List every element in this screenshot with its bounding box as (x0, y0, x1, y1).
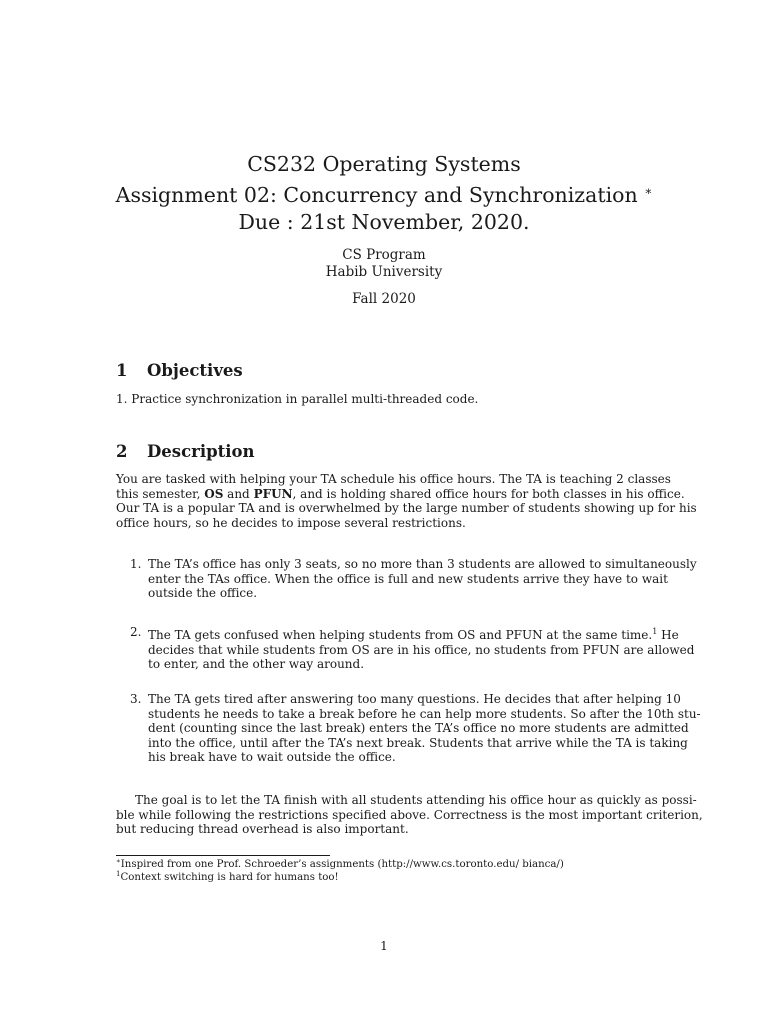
list-item-body (148, 625, 695, 672)
paragraph-line: his break have to wait outside the office. (148, 750, 396, 765)
restriction-item-3 (130, 692, 701, 765)
section-heading-objectives (116, 361, 243, 381)
section-number: 1 (116, 361, 128, 380)
author-institution: Habib University (325, 264, 443, 280)
paragraph-line: enter the TAs office. When the office is full and new students arrive they have to wait (148, 571, 668, 586)
section-title: Objectives (147, 361, 243, 380)
paragraph-line: The TA gets confused when helping students from OS and PFUN at the same time.$^1$ He (148, 627, 679, 642)
course-title: CS232 Operating Systems (247, 152, 521, 176)
list-item-body (148, 692, 701, 765)
footnote-text: Inspired from one Prof. Schroeder’s assignments (http://www.cs.toronto.edu/ bianca/) (120, 859, 564, 870)
document-date: Fall 2020 (352, 291, 416, 307)
restriction-item-1 (130, 557, 697, 601)
goal-paragraph (116, 793, 703, 837)
footnote-marker: ∗ (116, 857, 121, 865)
section-title: Description (147, 442, 255, 461)
assignment-title (0, 178, 768, 209)
list-item-body (148, 557, 697, 601)
due-date: Due : 21st November, 2020. (238, 210, 530, 234)
restriction-item-2 (130, 625, 695, 672)
paragraph-line: office hours, so he decides to impose several restrictions. (116, 515, 466, 530)
paragraph-line: ble while following the restrictions specified above. Correctness is the most important criterion, (116, 807, 703, 822)
footnote-text: Context switching is hard for humans too! (120, 872, 339, 883)
objectives-list (116, 392, 652, 407)
assignment-title-text: Assignment 02: Concurrency and Synchronization (115, 183, 638, 207)
description-intro (116, 472, 697, 530)
course-os: OS (204, 486, 224, 501)
course-pfun: PFUN (253, 486, 293, 501)
list-item-marker: 1. (116, 392, 128, 406)
paragraph-line: You are tasked with helping your TA schedule his office hours. The TA is teaching 2 classes (116, 472, 671, 486)
section-number: 2 (116, 442, 128, 461)
page-number: 1 (380, 939, 388, 953)
paragraph-line: The goal is to let the TA finish with all students attending his office hour as quickly as possi- (135, 793, 697, 807)
paragraph-line: students he needs to take a break before he can help more students. So after the 10th stu- (148, 706, 701, 721)
list-item-text: Practice synchronization in parallel multi-threaded code. (131, 392, 479, 406)
footnote-marker: 1 (116, 870, 121, 878)
paragraph-line: The TA’s office has only 3 seats, so no more than 3 students are allowed to simultaneously (148, 557, 697, 571)
list-item (116, 392, 652, 407)
list-item-marker: 2. (130, 625, 142, 639)
footnote-reference: 1 (652, 627, 658, 636)
author-block (0, 247, 768, 281)
paragraph-line: outside the office. (148, 586, 258, 601)
paragraph-line: to enter, and the other way around. (148, 657, 365, 672)
paragraph-line: this semester, OS and PFUN, and is holding shared office hours for both classes in his office. (116, 486, 685, 501)
author-program: CS Program (342, 247, 426, 263)
paragraph-line: decides that while students from OS are in his office, no students from PFUN are allowed (148, 642, 695, 657)
paragraph-line: into the office, until after the TA’s next break. Students that arrive while the TA is taking (148, 735, 688, 750)
footnote-2 (116, 868, 339, 884)
paragraph-line: The TA gets tired after answering too many questions. He decides that after helping 10 (148, 692, 681, 706)
list-item-marker: 3. (130, 692, 142, 706)
section-heading-description (116, 442, 255, 462)
paragraph-line: Our TA is a popular TA and is overwhelmed by the large number of students showing up for his (116, 501, 697, 516)
list-item-marker: 1. (130, 557, 142, 571)
paragraph-line: but reducing thread overhead is also important. (116, 822, 409, 837)
document-title (0, 151, 768, 236)
title-footnote-marker: ∗ (644, 184, 653, 198)
paragraph-line: dent (counting since the last break) enters the TA’s office no more students are admitted (148, 721, 689, 736)
